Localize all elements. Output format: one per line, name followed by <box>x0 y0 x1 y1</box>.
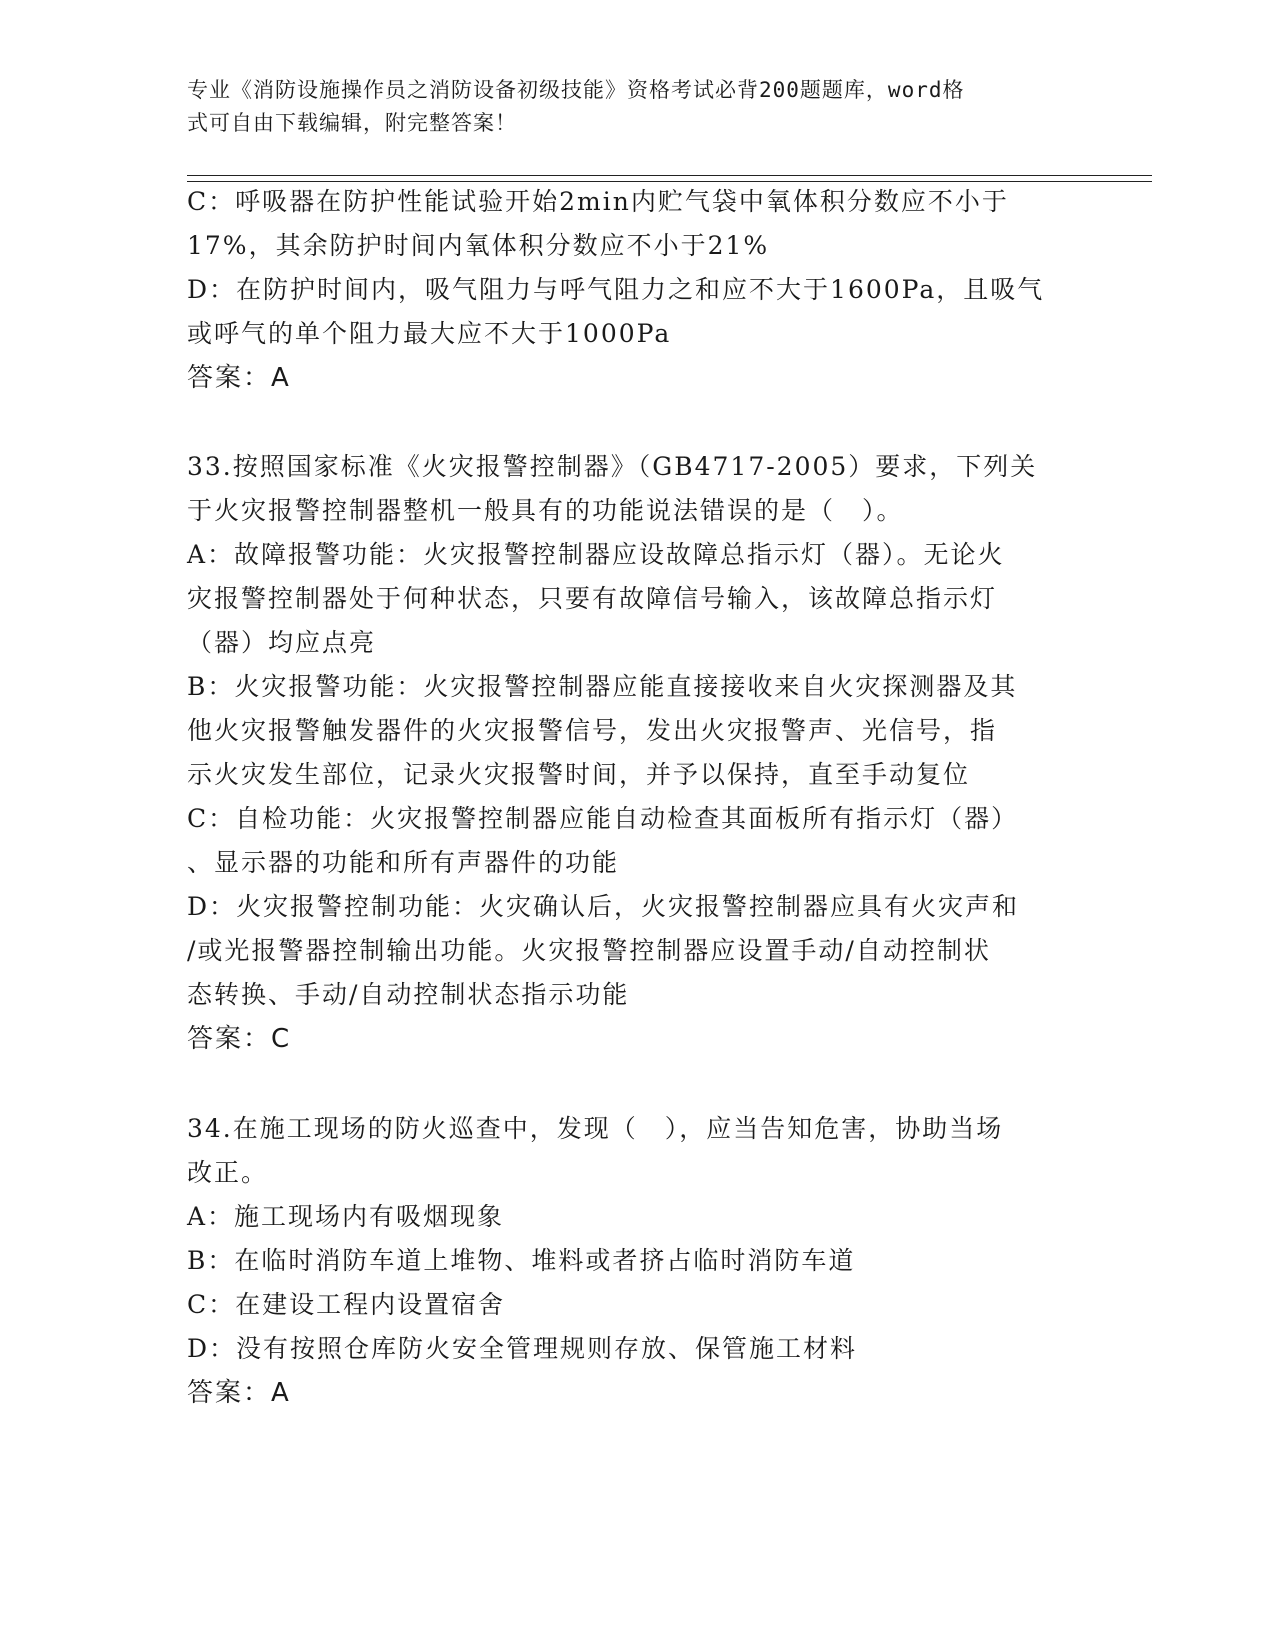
q34-stem-line-2: 改正。 <box>187 1158 269 1187</box>
q33-option-c-line-1: C：自检功能：火灾报警控制器应能自动检查其面板所有指示灯（器） <box>187 804 1019 833</box>
q34-answer: 答案：A <box>187 1378 291 1408</box>
page-header <box>187 74 1067 140</box>
q34-stem-line-1: 34.在施工现场的防火巡查中，发现（ ），应当告知危害，协助当场 <box>187 1114 1004 1143</box>
header-line-1: 专业《消防设施操作员之消防设备初级技能》资格考试必背200题题库，word格 <box>187 78 965 102</box>
q33-option-b-line-2: 他火灾报警触发器件的火灾报警信号，发出火灾报警声、光信号，指 <box>187 716 998 745</box>
q33-option-a-line-1: A：故障报警功能：火灾报警控制器应设故障总指示灯（器）。无论火 <box>187 540 1005 569</box>
prev-option-d-line-2: 或呼气的单个阻力最大应不大于1000Pa <box>187 319 672 348</box>
q33-option-d-line-3: 态转换、手动/自动控制状态指示功能 <box>187 980 630 1009</box>
q33-option-d-line-2: /或光报警器控制输出功能。火灾报警控制器应设置手动/自动控制状 <box>187 936 991 965</box>
q33-option-c-line-2: 、显示器的功能和所有声器件的功能 <box>187 848 620 877</box>
q33-option-a-line-2: 灾报警控制器处于何种状态，只要有故障信号输入，该故障总指示灯 <box>187 584 998 613</box>
header-rule-top <box>187 175 1152 176</box>
q34-option-c: C：在建设工程内设置宿舍 <box>187 1290 506 1319</box>
q33-answer: 答案：C <box>187 1024 292 1054</box>
q34-option-d: D：没有按照仓库防火安全管理规则存放、保管施工材料 <box>187 1334 858 1363</box>
prev-answer: 答案：A <box>187 363 291 393</box>
q33-option-a-line-3: （器）均应点亮 <box>187 628 377 657</box>
q33-option-b-line-1: B：火灾报警功能：火灾报警控制器应能直接接收来自火灾探测器及其 <box>187 672 1018 701</box>
header-line-2: 式可自由下载编辑，附完整答案！ <box>187 111 517 135</box>
q33-option-b-line-3: 示火灾发生部位，记录火灾报警时间，并予以保持，直至手动复位 <box>187 760 971 789</box>
q34-option-b: B：在临时消防车道上堆物、堆料或者挤占临时消防车道 <box>187 1246 856 1275</box>
prev-option-c-line-1: C：呼吸器在防护性能试验开始2min内贮气袋中氧体积分数应不小于 <box>187 187 1009 216</box>
q33-stem-line-2: 于火灾报警控制器整机一般具有的功能说法错误的是（ ）。 <box>187 496 904 525</box>
prev-option-c-line-2: 17%，其余防护时间内氧体积分数应不小于21% <box>187 231 770 260</box>
prev-option-d-line-1: D：在防护时间内，吸气阻力与呼气阻力之和应不大于1600Pa，且吸气 <box>187 275 1045 304</box>
q34-option-a: A：施工现场内有吸烟现象 <box>187 1202 505 1231</box>
q33-stem-line-1: 33.按照国家标准《火灾报警控制器》（GB4717-2005）要求，下列关 <box>187 452 1038 481</box>
q33-option-d-line-1: D：火灾报警控制功能：火灾确认后，火灾报警控制器应具有火灾声和 <box>187 892 1020 921</box>
